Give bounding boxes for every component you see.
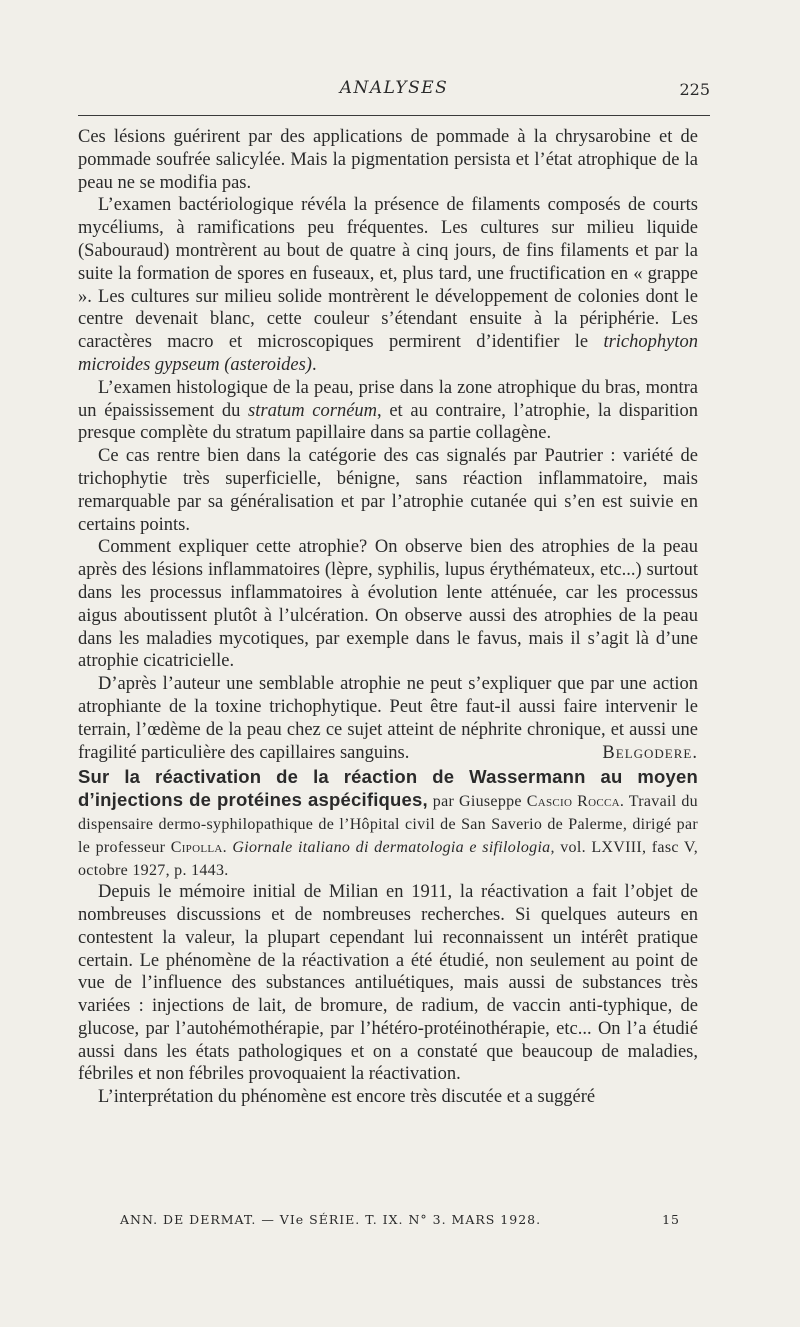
species-name: trichophyton microides gypseum (asteroides) <box>78 332 698 375</box>
paragraph: Comment expliquer cette atrophie? On observe bien des atrophies de la peau après des lésions inflammatoires (lèpre, syphilis, lupus érythémateux, etc...) surtout dans les processus inflammatoires à évolution lente atténuée, car les processus aigus aboutissent plutôt à l’ulcération. On observe aussi des atrophies de la peau dans les maladies mycotiques, par exemple dans le favus, mais il s’agit là d’une atrophie cicatricielle. <box>78 537 698 672</box>
article-heading: Sur la réactivation de la réaction de Wassermann au moyen d’injections de protéines aspécifiques, par Giuseppe Cascio Rocca. Travail du dispensaire dermo-syphilopathique de l’Hôpital civil de San Saverio de Palerme, dirigé par le professeur Cipolla. Giornale italiano di dermatologia e sifilologia, vol. LXVIII, fasc V, octobre 1927, p. 1443. <box>78 766 699 880</box>
article-author: Cascio Rocca <box>526 793 620 811</box>
journal-title: Giornale italiano di dermatologia e sifilologia, <box>232 839 555 857</box>
page-header <box>78 78 710 102</box>
paragraph-text: L’examen bactériologique révéla la présence de filaments composés de courts mycéliums, à ramifications peu fréquentes. Les cultures sur milieu liquide (Sabouraud) montrèrent au bout de quatre à cinq jours, de fins filaments et par la suite la formation de spores en fuseaux, et, plus tard, une fructification en « grappe ». Les cultures sur milieu solide montrèrent le développement de colonies dont le centre devenait blanc, cette couleur s’étendant ensuite à la périphérie. Les caractères macro et microscopiques permirent d’identifier le <box>78 195 698 353</box>
article-meta: . Travail du dispensaire dermo-syphilopathique de l’Hôpital civil de San Saverio de Palerme, dirigé par le professeur <box>78 793 698 857</box>
paragraph: L’interprétation du phénomène est encore très discutée et a suggéré <box>98 1087 596 1108</box>
paragraph <box>78 673 698 764</box>
running-title: ANALYSES <box>339 78 449 98</box>
paragraph: L’examen bactériologique révéla la présence de filaments composés de courts mycéliums, à ramifications peu fréquentes. Les cultures sur milieu liquide (Sabouraud) montrèrent au bout de quatre à cinq jours, de fins filaments et par la suite la formation de spores en fuseaux, et, plus tard, une fructification en « grappe ». Les cultures sur milieu solide montrèrent le développement de colonies dont le centre devenait blanc, cette couleur s’étendant ensuite à la périphérie. Les caractères macro et microscopiques permirent d’identifier le trichophyton microides gypseum (asteroides). <box>78 195 698 375</box>
paragraph: Ce cas rentre bien dans la catégorie des cas signalés par Pautrier : variété de trichophytie très superficielle, bénigne, sans réaction inflammatoire, mais remarquable par sa généralisation et par l’atrophie cutanée qui s’en est suivie en certains points. <box>78 446 698 535</box>
article-by: par Giuseppe <box>427 793 527 811</box>
article-professor: Cipolla <box>170 839 223 857</box>
header-rule <box>78 115 710 116</box>
signature: Belgodere. <box>602 742 698 763</box>
paragraph <box>78 377 698 445</box>
paragraph: Ces lésions guérirent par des applications de pommade à la chrysarobine et de pommade soufrée salicylée. Mais la pigmentation persista et l’état atrophique de la peau ne se modifia pas. <box>78 127 698 193</box>
stratum-term: stratum cornéum <box>248 400 378 421</box>
article-title: Sur la réactivation de la réaction de Wassermann au moyen d’injections de protéines aspécifiques, <box>78 766 698 811</box>
page-footer <box>120 1212 680 1227</box>
page-number: 225 <box>679 80 710 99</box>
paragraph-text: L’examen histologique de la peau, prise dans la zone atrophique du bras, montra un épaississement du <box>78 377 698 421</box>
footer-citation: ANN. DE DERMAT. — VIe SÉRIE. T. IX. N° 3. MARS 1928. <box>120 1212 542 1227</box>
paragraph: Depuis le mémoire initial de Milian en 1911, la réactivation a fait l’objet de nombreuses discussions et de nombreuses recherches. Si quelques auteurs en contestent la valeur, la plupart cependant lui reconnaissent un intérêt pratique certain. Le phénomène de la réactivation a été étudié, non seulement au point de vue de l’influence des substances antiluétiques, mais aussi de substances très variées : injections de lait, de bromure, de radium, de vaccin anti-typhique, de glucose, par l’autohémothérapie, par l’hétéro-protéinothérapie, etc... On l’a étudié aussi dans les états pathologiques et on a constaté que beaucoup de maladies, fébriles et non fébriles provoquaient la réactivation. <box>78 882 698 1085</box>
paragraph-text: , et au contraire, l’atrophie, la disparition presque complète du stratum papillaire dans sa partie collagène. <box>78 400 698 444</box>
sheet-number: 15 <box>662 1212 680 1227</box>
paragraph-text: D’après l’auteur une semblable atrophie ne peut s’expliquer que par une action atrophiante de la toxine trichophytique. Peut être faut-il aussi faire intervenir le terrain, l’œdème de la peau chez ce sujet atteint de néphrite chronique, et aussi une fragilité particulière des capillaires sanguins. <box>78 674 698 763</box>
article-ref: vol. LXVIII, fasc V, octobre 1927, p. 1443. <box>78 839 699 880</box>
body-text <box>78 126 698 1109</box>
